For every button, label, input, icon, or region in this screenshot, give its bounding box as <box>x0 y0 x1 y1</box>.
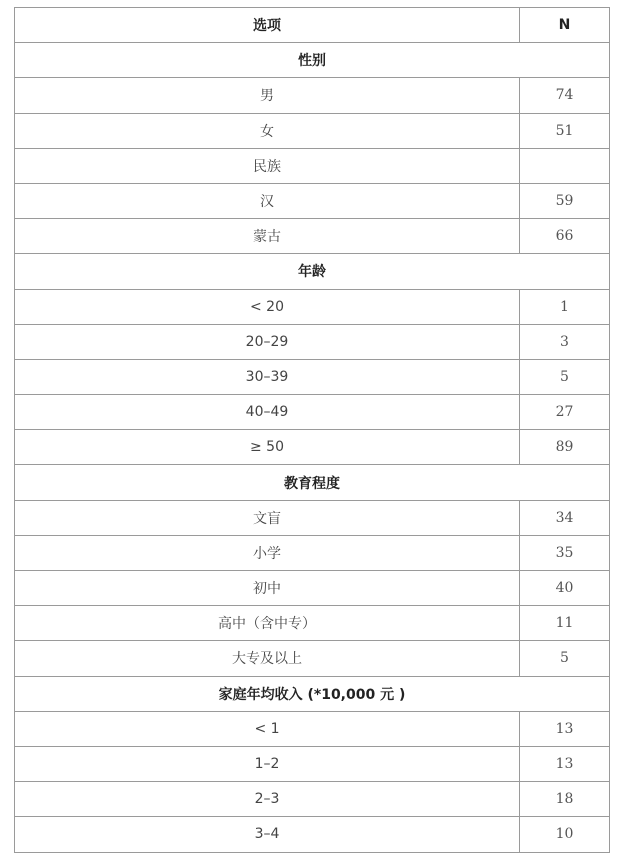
row-label: 女 <box>15 113 520 148</box>
table-row <box>15 500 610 535</box>
row-value: 5 <box>520 641 610 676</box>
row-value: 3 <box>520 324 610 359</box>
row-label: 40–49 <box>15 395 520 430</box>
row-label: 小学 <box>15 535 520 570</box>
row-value: 27 <box>520 395 610 430</box>
row-label: 文盲 <box>15 500 520 535</box>
row-value: 10 <box>520 817 610 852</box>
row-label: 汉 <box>15 183 520 218</box>
table-row <box>15 571 610 606</box>
table-row <box>15 219 610 254</box>
table-row <box>15 289 610 324</box>
table-row <box>15 711 610 746</box>
row-label: 高中（含中专） <box>15 606 520 641</box>
row-value: 1 <box>520 289 610 324</box>
section-title-income: 家庭年均收入 (*10,000 元 ) <box>15 676 610 711</box>
row-value: 13 <box>520 746 610 781</box>
section-title-education: 教育程度 <box>15 465 610 500</box>
row-label: < 20 <box>15 289 520 324</box>
section-row-ethnicity <box>15 148 610 183</box>
section-title-age: 年龄 <box>15 254 610 289</box>
row-value: 5 <box>520 359 610 394</box>
row-label: 3–4 <box>15 817 520 852</box>
row-label: 蒙古 <box>15 219 520 254</box>
section-title-gender: 性别 <box>15 43 610 78</box>
table-row <box>15 746 610 781</box>
section-row-income <box>15 676 610 711</box>
table-row <box>15 183 610 218</box>
section-row-age <box>15 254 610 289</box>
table-row <box>15 782 610 817</box>
row-value: 35 <box>520 535 610 570</box>
row-label: 1–2 <box>15 746 520 781</box>
row-label: 大专及以上 <box>15 641 520 676</box>
section-row-gender <box>15 43 610 78</box>
table-row <box>15 817 610 852</box>
header-n: N <box>520 8 610 43</box>
row-label: < 1 <box>15 711 520 746</box>
row-value: 66 <box>520 219 610 254</box>
header-option: 选项 <box>15 8 520 43</box>
table-row <box>15 395 610 430</box>
header-row <box>15 8 610 43</box>
row-value: 11 <box>520 606 610 641</box>
row-value: 74 <box>520 78 610 113</box>
row-value: 34 <box>520 500 610 535</box>
row-label: ≥ 50 <box>15 430 520 465</box>
table-row <box>15 324 610 359</box>
table-row <box>15 78 610 113</box>
row-value: 51 <box>520 113 610 148</box>
section-title-ethnicity: 民族 <box>15 148 520 183</box>
row-label: 2–3 <box>15 782 520 817</box>
section-row-education <box>15 465 610 500</box>
table-row <box>15 113 610 148</box>
row-value: 40 <box>520 571 610 606</box>
row-value-empty <box>520 148 610 183</box>
row-value: 18 <box>520 782 610 817</box>
table-row <box>15 535 610 570</box>
row-label: 初中 <box>15 571 520 606</box>
row-value: 59 <box>520 183 610 218</box>
table-row <box>15 606 610 641</box>
row-value: 89 <box>520 430 610 465</box>
table-row <box>15 359 610 394</box>
row-label: 30–39 <box>15 359 520 394</box>
table-row <box>15 641 610 676</box>
demographics-table <box>14 7 610 853</box>
table-row <box>15 430 610 465</box>
row-label: 男 <box>15 78 520 113</box>
row-label: 20–29 <box>15 324 520 359</box>
row-value: 13 <box>520 711 610 746</box>
